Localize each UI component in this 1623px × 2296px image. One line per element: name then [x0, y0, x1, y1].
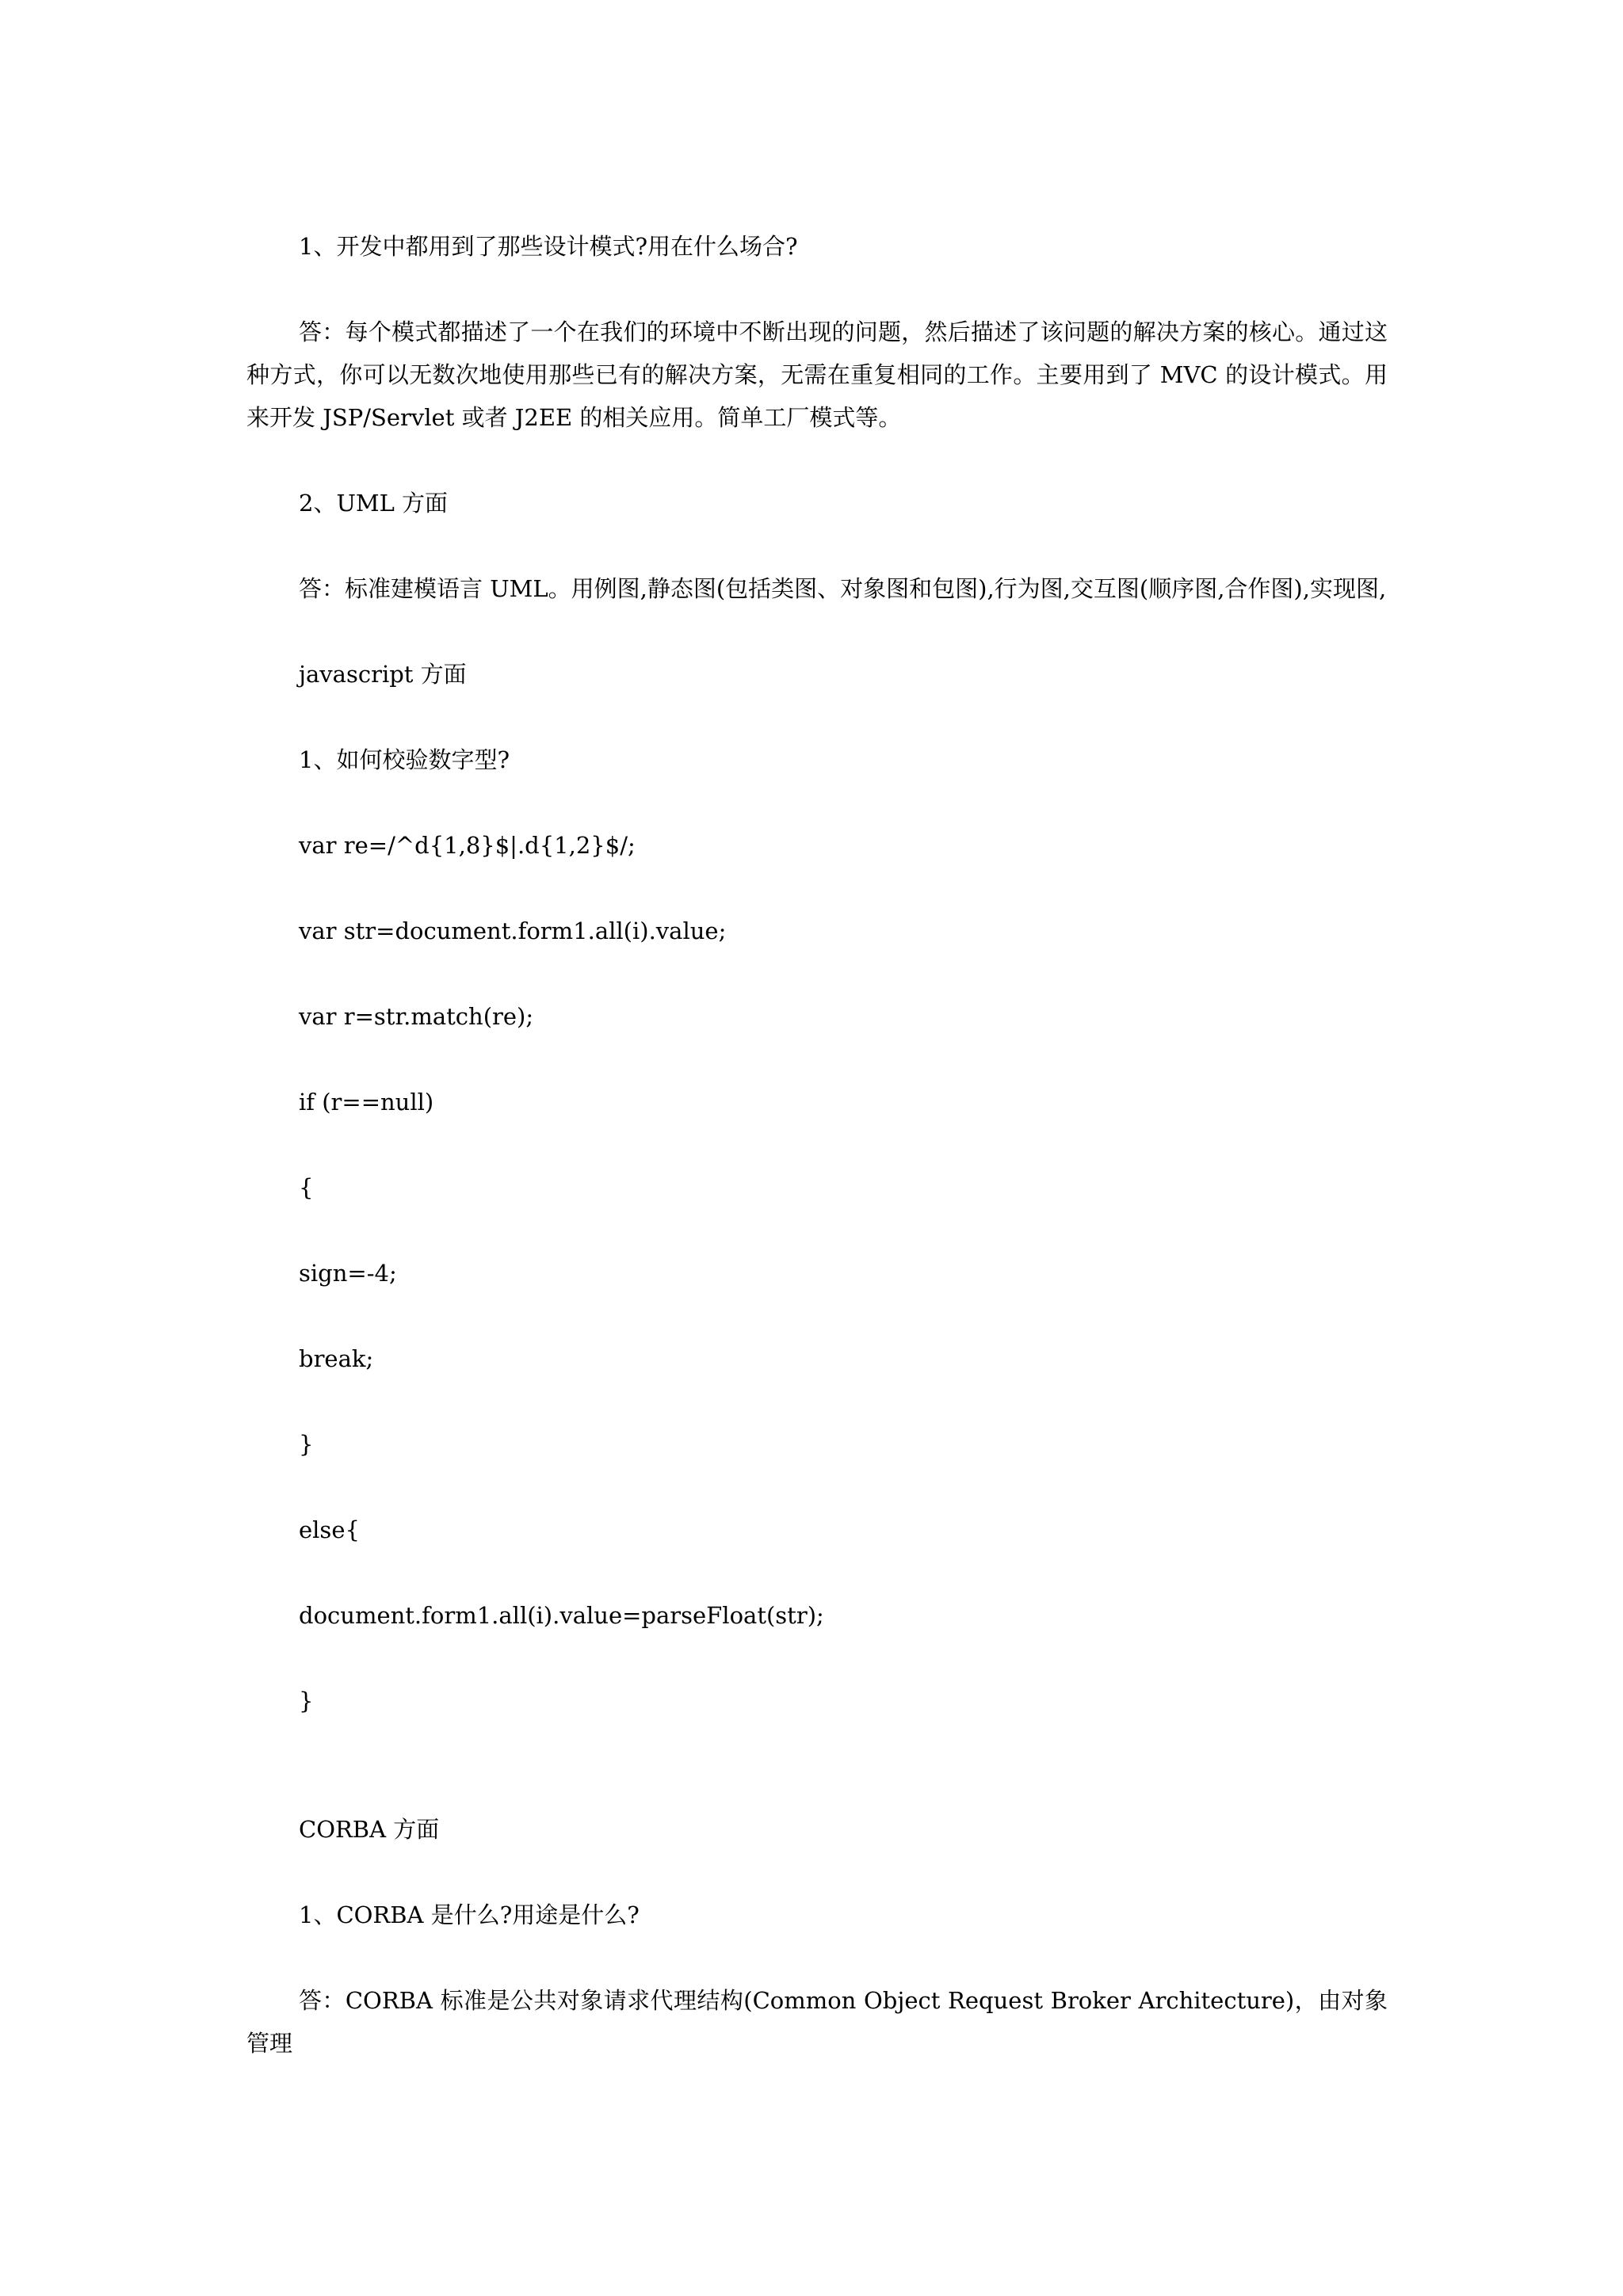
- code-line-1: var re=/^d{1,8}$|.d{1,2}$/;: [299, 832, 636, 859]
- code-line-7: break;: [299, 1345, 374, 1372]
- code-line-8: }: [299, 1431, 314, 1458]
- code-line-5: {: [299, 1174, 314, 1201]
- code-line-4: if (r==null): [299, 1089, 434, 1116]
- question-number-validation: 1、如何校验数字型?: [299, 746, 510, 773]
- document-body: [246, 225, 1388, 2107]
- blank-line: [246, 1765, 1388, 1808]
- answer-design-patterns: 答：每个模式都描述了一个在我们的环境中不断出现的问题，然后描述了该问题的解决方案的核心。通过这种方式，你可以无数次地使用那些已有的解决方案，无需在重复相同的工作。主要用到了 MVC 的设计模式。用来开发 JSP/Servlet 或者 J2EE 的相关应用。简单工厂模式等。: [246, 318, 1388, 431]
- question-corba: 1、CORBA 是什么?用途是什么?: [299, 1901, 640, 1928]
- code-line-9: else{: [299, 1516, 360, 1543]
- section-heading-corba: CORBA 方面: [299, 1816, 440, 1843]
- question-design-patterns: 1、开发中都用到了那些设计模式?用在什么场合?: [299, 233, 798, 260]
- code-line-3: var r=str.match(re);: [299, 1003, 534, 1030]
- answer-uml: 答：标准建模语言 UML。用例图,静态图(包括类图、对象图和包图),行为图,交互图(顺序图,合作图),实现图,: [299, 575, 1387, 602]
- section-heading-javascript: javascript 方面: [299, 661, 467, 688]
- code-line-2: var str=document.form1.all(i).value;: [299, 917, 727, 944]
- code-line-6: sign=-4;: [299, 1260, 397, 1287]
- code-line-10: document.form1.all(i).value=parseFloat(str);: [299, 1602, 824, 1629]
- question-uml: 2、UML 方面: [299, 490, 449, 517]
- code-line-11: }: [299, 1688, 314, 1714]
- answer-corba: 答：CORBA 标准是公共对象请求代理结构(Common Object Request Broker Architecture)，由对象管理: [246, 1987, 1388, 2057]
